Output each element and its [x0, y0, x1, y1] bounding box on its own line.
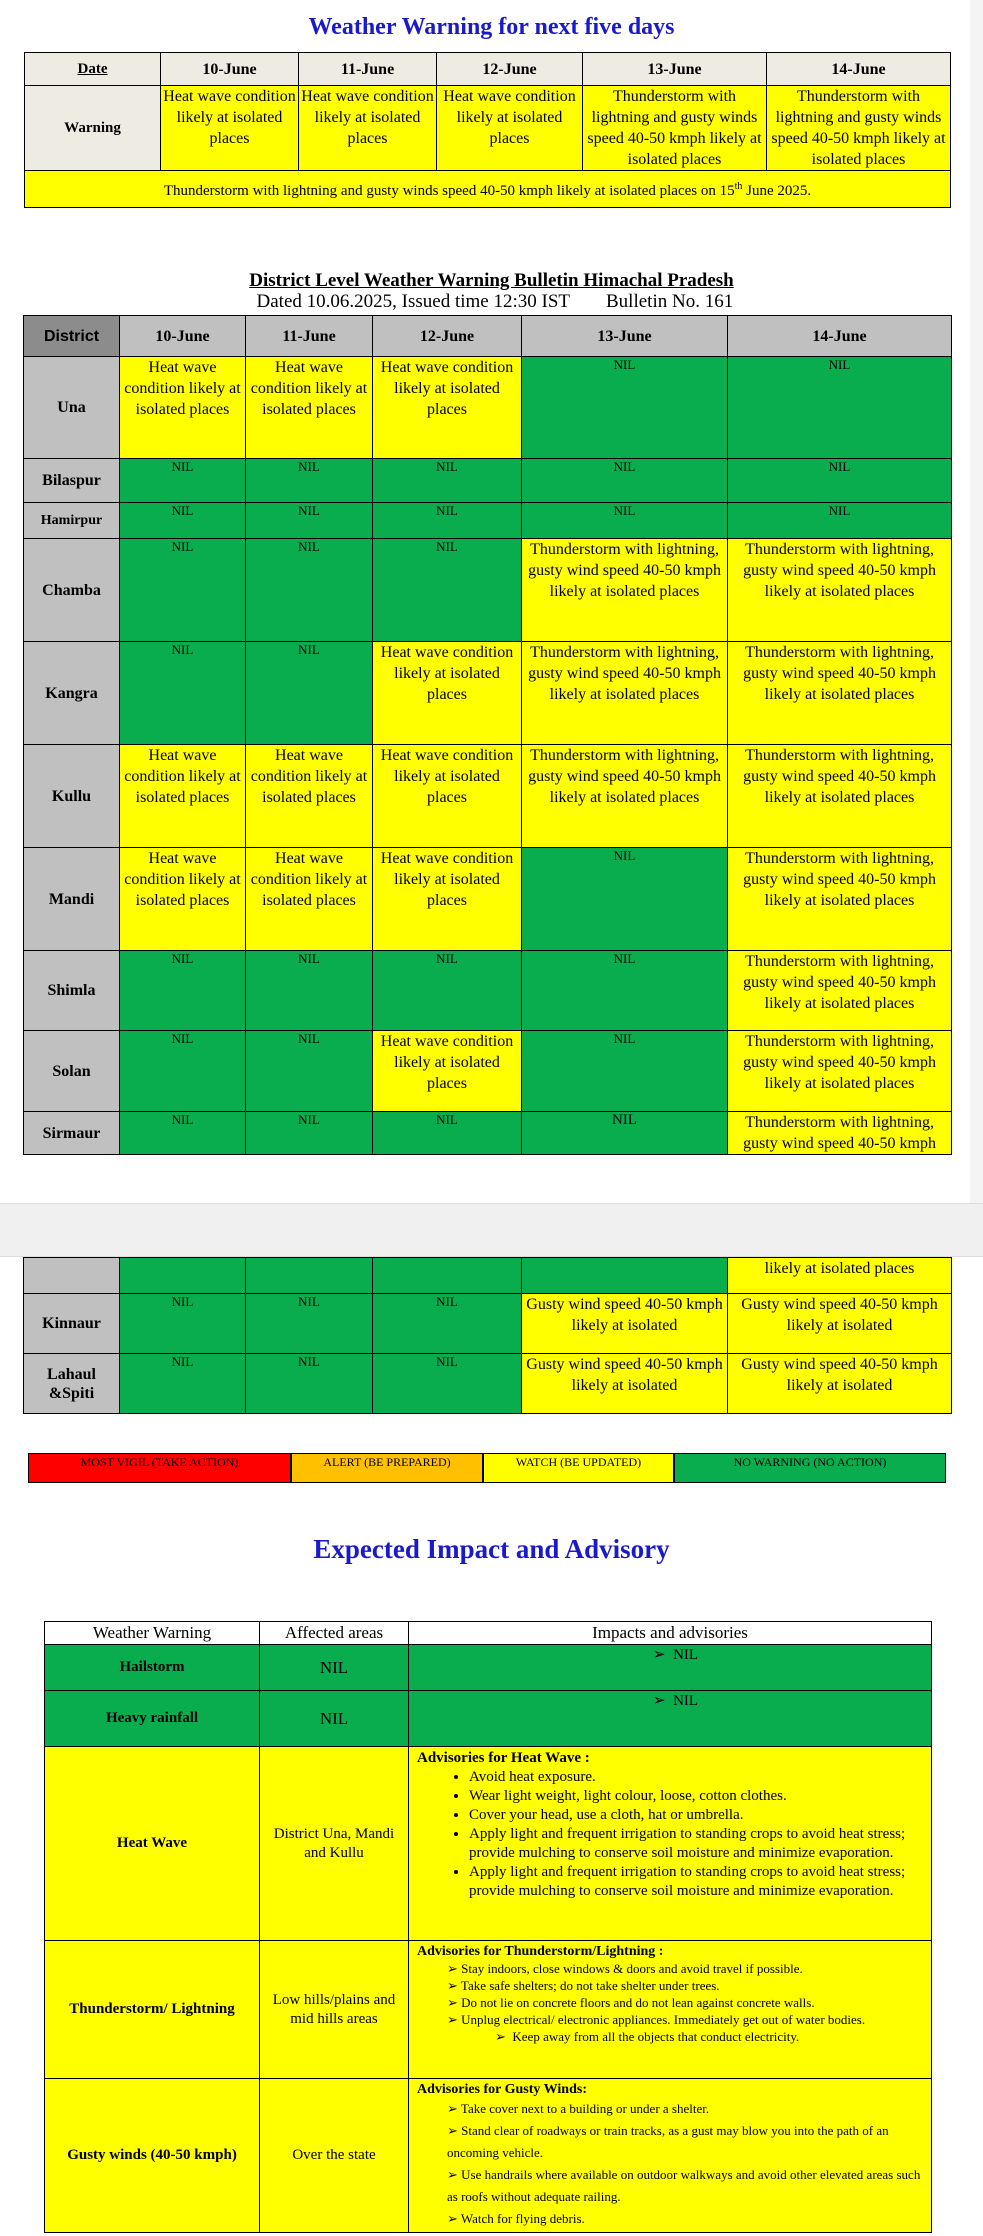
cell-nil: NIL [246, 1294, 373, 1354]
impact-header: Weather Warning [45, 1622, 260, 1645]
district-table [23, 315, 952, 1155]
cell-heat: Heat wave condition likely at isolated places [246, 357, 373, 459]
district-header: District [24, 316, 120, 357]
district-name: Chamba [24, 539, 120, 642]
continued-empty [522, 1258, 728, 1294]
district-date-header: 12-June [373, 316, 522, 357]
cell-nil: NIL [373, 503, 522, 539]
cell-heat: Heat wave condition likely at isolated places [120, 848, 246, 951]
heat-advisory [409, 1747, 932, 1941]
cell-nil: NIL [246, 642, 373, 745]
cell-nil: NIL [373, 1294, 522, 1354]
district-name: Una [24, 357, 120, 459]
district-name: Lahaul &Spiti [24, 1354, 120, 1414]
impact-warning: Thunderstorm/ Lightning [45, 1941, 260, 2079]
cell-heat: Heat wave condition likely at isolated places [373, 1031, 522, 1112]
district-row-una [24, 357, 952, 459]
cell-nil: NIL [120, 951, 246, 1031]
district-name: Shimla [24, 951, 120, 1031]
cell-thunder-part2: likely at isolated places [728, 1258, 952, 1294]
impact-advice: ➢ NIL [409, 1645, 932, 1691]
continued-empty [24, 1258, 120, 1294]
cell-thunder: Thunderstorm with lightning, gusty wind speed 40-50 kmph likely at isolated places [728, 848, 952, 951]
cell-heat: Heat wave condition likely at isolated places [373, 848, 522, 951]
district-table-continued [23, 1257, 952, 1414]
continued-empty [246, 1258, 373, 1294]
district-row-sirmaur [24, 1112, 952, 1155]
cell-nil: NIL [522, 1112, 728, 1155]
cell-nil: NIL [246, 539, 373, 642]
advisory-item: ➢ Keep away from all the objects that conduct electricity. [495, 2029, 800, 2044]
cell-nil: NIL [373, 1112, 522, 1155]
district-row-lahaul-spiti [24, 1354, 952, 1414]
district-row-chamba [24, 539, 952, 642]
district-name: Solan [24, 1031, 120, 1112]
cell-heat: Heat wave condition likely at isolated places [373, 357, 522, 459]
cell-nil: NIL [522, 1031, 728, 1112]
district-date-header: 10-June [120, 316, 246, 357]
color-legend [28, 1453, 946, 1483]
cell-nil: NIL [120, 1354, 246, 1414]
cell-nil: NIL [246, 951, 373, 1031]
district-name: Hamirpur [24, 503, 120, 539]
bulletin-number: Bulletin No. 161 [606, 291, 734, 312]
five-day-date: 14-June [767, 53, 951, 86]
impact-header: Affected areas [260, 1622, 409, 1645]
impact-table [44, 1621, 932, 2233]
impact-warning: Heavy rainfall [45, 1691, 260, 1747]
five-day-warning: Thunderstorm with lightning and gusty winds speed 40-50 kmph likely at isolated places [583, 86, 767, 171]
advisory-item: ➢ Take safe shelters; do not take shelter under trees. [447, 1977, 923, 1994]
district-date-header: 14-June [728, 316, 952, 357]
legend-yellow: WATCH (BE UPDATED) [483, 1453, 674, 1483]
five-day-title: Weather Warning for next five days [308, 14, 675, 40]
district-date-header: 13-June [522, 316, 728, 357]
advisory-item: ➢ Do not lie on concrete floors and do not lean against concrete walls. [447, 1994, 923, 2011]
cell-gusty: Gusty wind speed 40-50 kmph likely at isolated [728, 1354, 952, 1414]
cell-nil: NIL [120, 459, 246, 503]
gusty-advisory [409, 2079, 932, 2233]
cell-nil: NIL [120, 642, 246, 745]
page-edge-shade [970, 0, 983, 1203]
cell-heat: Heat wave condition likely at isolated places [373, 642, 522, 745]
district-row-shimla [24, 951, 952, 1031]
date-label: Date [25, 53, 161, 86]
impact-areas: District Una, Mandi and Kullu [260, 1747, 409, 1941]
impact-warning: Hailstorm [45, 1645, 260, 1691]
cell-nil: NIL [246, 459, 373, 503]
advisory-item: ➢ Stand clear of roadways or train tracks, as a gust may blow you into the path of an oncoming vehicle. [447, 2120, 923, 2164]
five-day-warning: Thunderstorm with lightning and gusty winds speed 40-50 kmph likely at isolated places [767, 86, 951, 171]
continued-empty [120, 1258, 246, 1294]
district-date-header: 11-June [246, 316, 373, 357]
cell-gusty: Gusty wind speed 40-50 kmph likely at isolated [522, 1294, 728, 1354]
arrow-icon: ➢ [495, 2029, 513, 2044]
gusty-advisory-title: Advisories for Gusty Winds: [417, 2082, 587, 2097]
cell-heat: Heat wave condition likely at isolated places [246, 848, 373, 951]
five-day-warning: Heat wave condition likely at isolated places [161, 86, 299, 171]
warning-label: Warning [25, 86, 161, 171]
advisory-item: ➢ Stay indoors, close windows & doors and avoid travel if possible. [447, 1960, 923, 1977]
thunder-advisory-title: Advisories for Thunderstorm/Lightning : [417, 1944, 664, 1959]
five-day-warning: Heat wave condition likely at isolated places [299, 86, 437, 171]
cell-heat: Heat wave condition likely at isolated places [120, 357, 246, 459]
cell-nil: NIL [373, 539, 522, 642]
district-row-solan [24, 1031, 952, 1112]
cell-nil: NIL [246, 1354, 373, 1414]
cell-thunder: Thunderstorm with lightning, gusty wind speed 40-50 kmph likely at isolated places [522, 745, 728, 848]
district-row-kinnaur [24, 1294, 952, 1354]
dated-text: Dated 10.06.2025, Issued time 12:30 IST [256, 291, 570, 312]
cell-gusty: Gusty wind speed 40-50 kmph likely at isolated [522, 1354, 728, 1414]
cell-thunder: Thunderstorm with lightning, gusty wind speed 40-50 kmph likely at isolated places [522, 539, 728, 642]
continued-empty [373, 1258, 522, 1294]
heat-advisory-title: Advisories for Heat Wave : [417, 1750, 590, 1766]
advisory-item: • Apply light and frequent irrigation to standing crops to avoid heat stress; provide mulching to conserve soil moisture and minimize evaporation. [469, 1863, 923, 1901]
cell-nil: NIL [522, 459, 728, 503]
cell-nil: NIL [246, 503, 373, 539]
cell-nil: NIL [522, 503, 728, 539]
cell-nil: NIL [522, 848, 728, 951]
district-row-bilaspur [24, 459, 952, 503]
five-day-footer: Thunderstorm with lightning and gusty winds speed 40-50 kmph likely at isolated places on 15th June 2025. [25, 171, 951, 208]
legend-green: NO WARNING (NO ACTION) [674, 1453, 946, 1483]
impact-header: Impacts and advisories [409, 1622, 932, 1645]
five-day-table [24, 52, 951, 208]
page-break [0, 1203, 983, 1257]
cell-thunder: Thunderstorm with lightning, gusty wind speed 40-50 kmph likely at isolated places [728, 951, 952, 1031]
cell-heat: Heat wave condition likely at isolated places [373, 745, 522, 848]
district-row-kullu [24, 745, 952, 848]
advisory-item: • Apply light and frequent irrigation to standing crops to avoid heat stress; provide mulching to conserve soil moisture and minimize evaporation. [469, 1825, 923, 1863]
impact-advice: ➢ NIL [409, 1691, 932, 1747]
cell-gusty: Gusty wind speed 40-50 kmph likely at isolated [728, 1294, 952, 1354]
district-name: Mandi [24, 848, 120, 951]
cell-heat: Heat wave condition likely at isolated places [120, 745, 246, 848]
five-day-date: 10-June [161, 53, 299, 86]
impact-areas: Low hills/plains and mid hills areas [260, 1941, 409, 2079]
thunder-advisory [409, 1941, 932, 2079]
cell-nil: NIL [246, 1031, 373, 1112]
district-name: Bilaspur [24, 459, 120, 503]
arrow-icon: ➢ [653, 1693, 674, 1709]
cell-nil: NIL [373, 459, 522, 503]
district-name: Kangra [24, 642, 120, 745]
district-row-hamirpur [24, 503, 952, 539]
advisory-item: ➢ Use handrails where available on outdoor walkways and avoid other elevated areas such as roofs without adequate railing. [447, 2164, 923, 2208]
cell-nil: NIL [728, 503, 952, 539]
five-day-warning: Heat wave condition likely at isolated places [437, 86, 583, 171]
cell-nil: NIL [120, 1031, 246, 1112]
advisory-item: • Avoid heat exposure. [469, 1768, 923, 1787]
advisory-item: ➢ Watch for flying debris. [447, 2208, 923, 2230]
cell-nil: NIL [522, 357, 728, 459]
district-name: Sirmaur [24, 1112, 120, 1155]
district-name: Kinnaur [24, 1294, 120, 1354]
district-title: District Level Weather Warning Bulletin Himachal Pradesh [249, 270, 734, 291]
cell-nil: NIL [728, 459, 952, 503]
five-day-date: 11-June [299, 53, 437, 86]
advisory-item: ➢ Unplug electrical/ electronic appliances. Immediately get out of water bodies. [447, 2011, 923, 2028]
impact-areas: Over the state [260, 2079, 409, 2233]
cell-thunder-part1: Thunderstorm with lightning, gusty wind speed 40-50 kmph [728, 1112, 952, 1155]
district-name: Kullu [24, 745, 120, 848]
cell-nil: NIL [120, 539, 246, 642]
cell-heat: Heat wave condition likely at isolated places [246, 745, 373, 848]
cell-nil: NIL [373, 951, 522, 1031]
district-row-kangra [24, 642, 952, 745]
cell-thunder: Thunderstorm with lightning, gusty wind speed 40-50 kmph likely at isolated places [728, 1031, 952, 1112]
advisory-item: • Cover your head, use a cloth, hat or umbrella. [469, 1806, 923, 1825]
cell-nil: NIL [120, 1112, 246, 1155]
advisory-item: • Wear light weight, light colour, loose, cotton clothes. [469, 1787, 923, 1806]
cell-nil: NIL [120, 503, 246, 539]
cell-thunder: Thunderstorm with lightning, gusty wind speed 40-50 kmph likely at isolated places [522, 642, 728, 745]
legend-red: MOST VIGIL (TAKE ACTION) [28, 1453, 291, 1483]
impact-warning: Heat Wave [45, 1747, 260, 1941]
cell-thunder: Thunderstorm with lightning, gusty wind speed 40-50 kmph likely at isolated places [728, 745, 952, 848]
impact-areas: NIL [260, 1691, 409, 1747]
impact-warning: Gusty winds (40-50 kmph) [45, 2079, 260, 2233]
five-day-date: 13-June [583, 53, 767, 86]
advisory-item: ➢ Take cover next to a building or under a shelter. [447, 2098, 923, 2120]
legend-orange: ALERT (BE PREPARED) [291, 1453, 483, 1483]
cell-nil: NIL [246, 1112, 373, 1155]
impact-title: Expected Impact and Advisory [313, 1534, 670, 1564]
cell-nil: NIL [120, 1294, 246, 1354]
cell-nil: NIL [522, 951, 728, 1031]
cell-nil: NIL [373, 1354, 522, 1414]
district-row-mandi [24, 848, 952, 951]
cell-thunder: Thunderstorm with lightning, gusty wind speed 40-50 kmph likely at isolated places [728, 642, 952, 745]
arrow-icon: ➢ [653, 1647, 674, 1663]
cell-nil: NIL [728, 357, 952, 459]
five-day-date: 12-June [437, 53, 583, 86]
impact-areas: NIL [260, 1645, 409, 1691]
cell-thunder: Thunderstorm with lightning, gusty wind speed 40-50 kmph likely at isolated places [728, 539, 952, 642]
